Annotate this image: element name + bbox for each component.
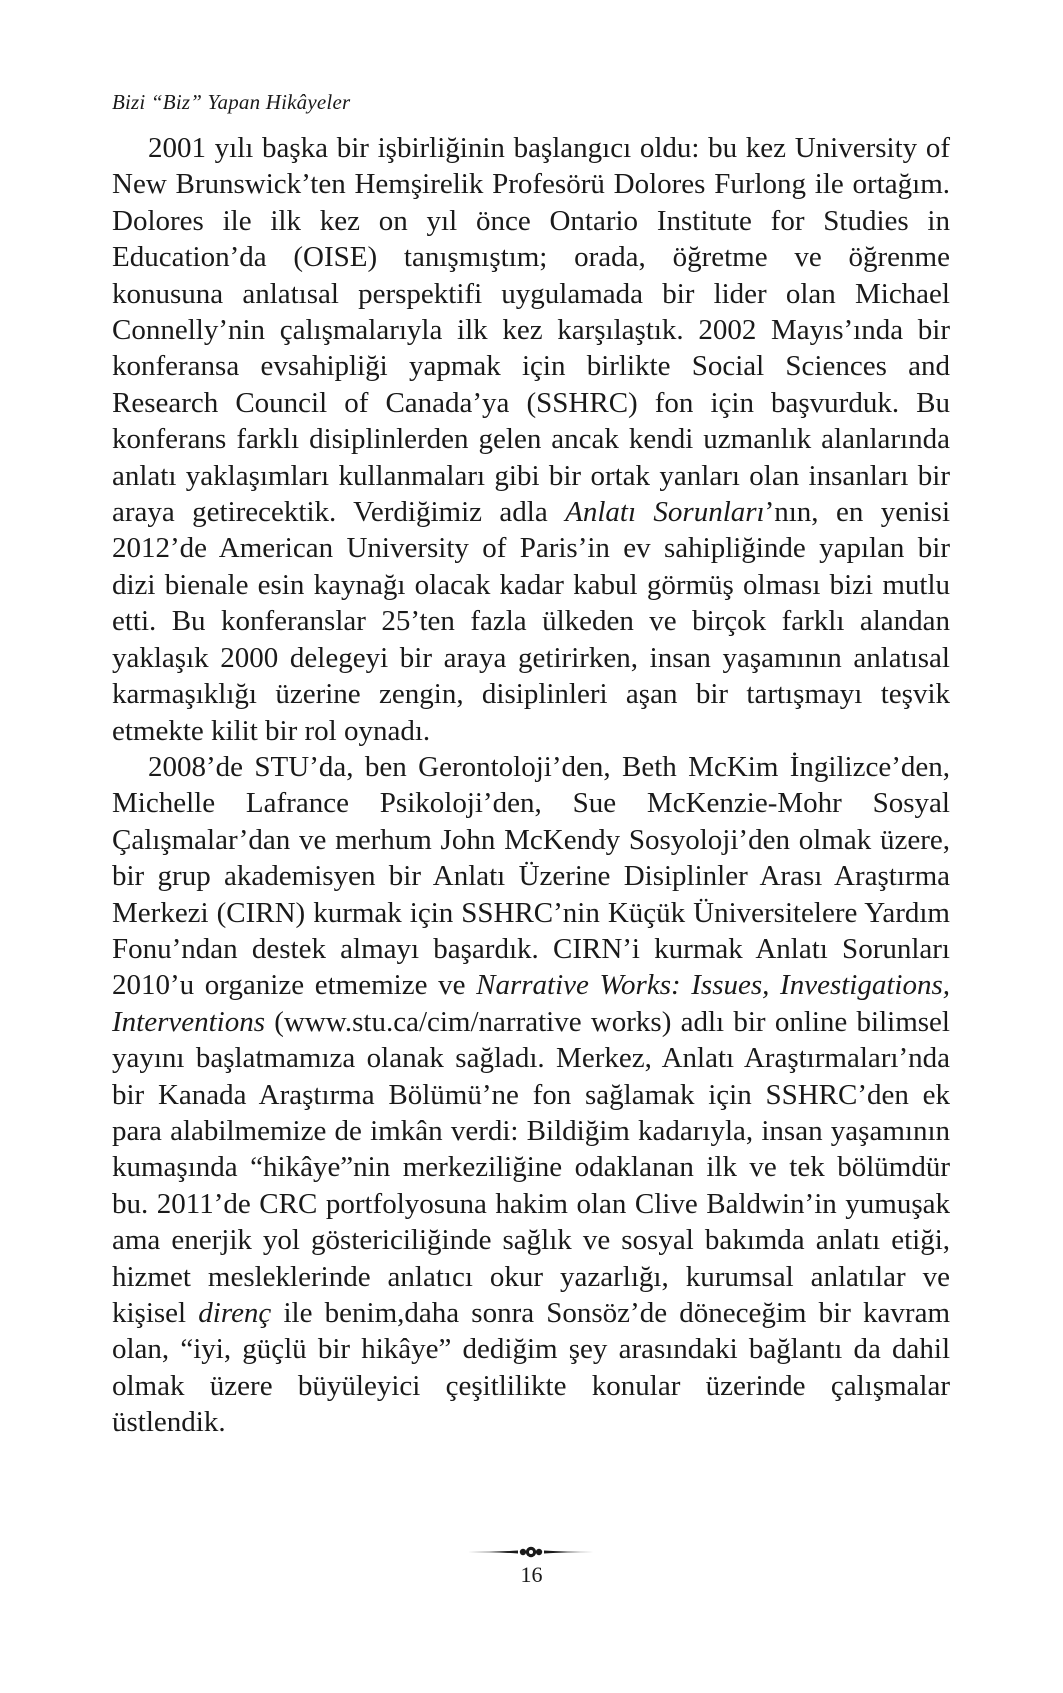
paragraph-2-italic-journal: Narrative Works: Issues, Investigations, Interventions: [112, 969, 950, 1038]
paragraph-2-italic-term: direnç: [198, 1297, 272, 1329]
paragraph-1-italic-title: Anlatı Sorunları: [565, 496, 765, 529]
running-header: Bizi “Biz” Yapan Hikâyeler: [112, 90, 351, 114]
body-text: [112, 130, 950, 1441]
paragraph-2-text-a: 2008’de STU’da, ben Gerontoloji’den, Beth McKim İngilizce’den, Michelle Lafrance Psikoloji’den, Sue McKenzie-Mohr Sosyal Çalışmalar’dan ve merhum John McKendy Sosyoloji’den olmak üzere, bir grup akademisyen bir Anlatı Üzerine Disiplinler Arası Araştırma Merkezi (CIRN) kurmak için SSHRC’nin Küçük Üniversitelere Yardım Fonu’ndan destek almayı başardık. CIRN’i kurmak Anlatı Sorunları 2010’u organize etmemize ve: [112, 750, 950, 1002]
paragraph-2-text-b: (www.stu.ca/cim/narrative works) adlı bir online bilimsel yayını başlatmamıza olanak sağladı. Merkez, Anlatı Araştırmaları’nda bir Kanada Araştırma Bölümü’ne fon sağlamak için SSHRC’den ek para alabilmemize de imkân verdi: Bildiğim kadarıyla, insan yaşamının kumaşında “hikâye”nin merkeziliğine odaklanan ilk ve tek bölümdür bu. 2011’de CRC portfolyosuna hakim olan Clive Baldwin’in yumuşak ama enerjik yol göstericiliğinde sağlık ve sosyal bakımda anlatı etiği, hizmet mesleklerinde anlatıcı okur yazarlığı, kurumsal anlatılar ve kişisel: [112, 1005, 950, 1329]
paragraph-1: [112, 130, 950, 749]
decorative-divider-icon: [466, 1545, 596, 1559]
paragraph-1-text-a: 2001 yılı başka bir işbirliğinin başlangıcı oldu: bu kez University of New Brunswick’ten Hemşirelik Profesörü Dolores Furlong ile ortağım. Dolores ile ilk kez on yıl önce Ontario Institute for Studies in Education’da (OISE) tanışmıştım; orada, öğretme ve öğrenme konusuna anlatısal perspektifi uygulamada bir lider olan Michael Connelly’nin çalışmalarıyla ilk kez karşılaştık. 2002 Mayıs’ında bir konferansa evsahipliği yapmak için birlikte Social Sciences and Research Council of Canada’ya (SSHRC) fon için başvurduk. Bu konferans farklı disiplinlerden gelen ancak kendi uzmanlık alanlarında anlatı yaklaşımları kullanmaları gibi bir ortak yanları olan insanları bir araya getirecektik. Verdiğimiz adla: [112, 132, 950, 529]
paragraph-2-text-c: ile benim,daha sonra Sonsöz’de döneceğim bir kavram olan, “iyi, güçlü bir hikâye” dediğim şey arasındaki bağlantı da dahil olmak üzere büyüleyici çeşitlilikte konular üzerinde çalışmalar üstlendik.: [112, 1297, 950, 1439]
paragraph-1-text-b: ’nın, en yenisi 2012’de American University of Paris’in ev sahipliğinde yapılan bir dizi bienale esin kaynağı olacak kadar kabul görmüş olması bizi mutlu etti. Bu konferanslar 25’ten fazla ülkeden ve birçok farklı alandan yaklaşık 2000 delegeyi bir araya getirirken, insan yaşamının anlatısal karmaşıklığı üzerine zengin, disiplinleri aşan bir tartışmayı teşvik etmekte kilit bir rol oynadı.: [112, 496, 950, 747]
page-number: 16: [520, 1562, 543, 1587]
paragraph-2: [112, 749, 950, 1441]
